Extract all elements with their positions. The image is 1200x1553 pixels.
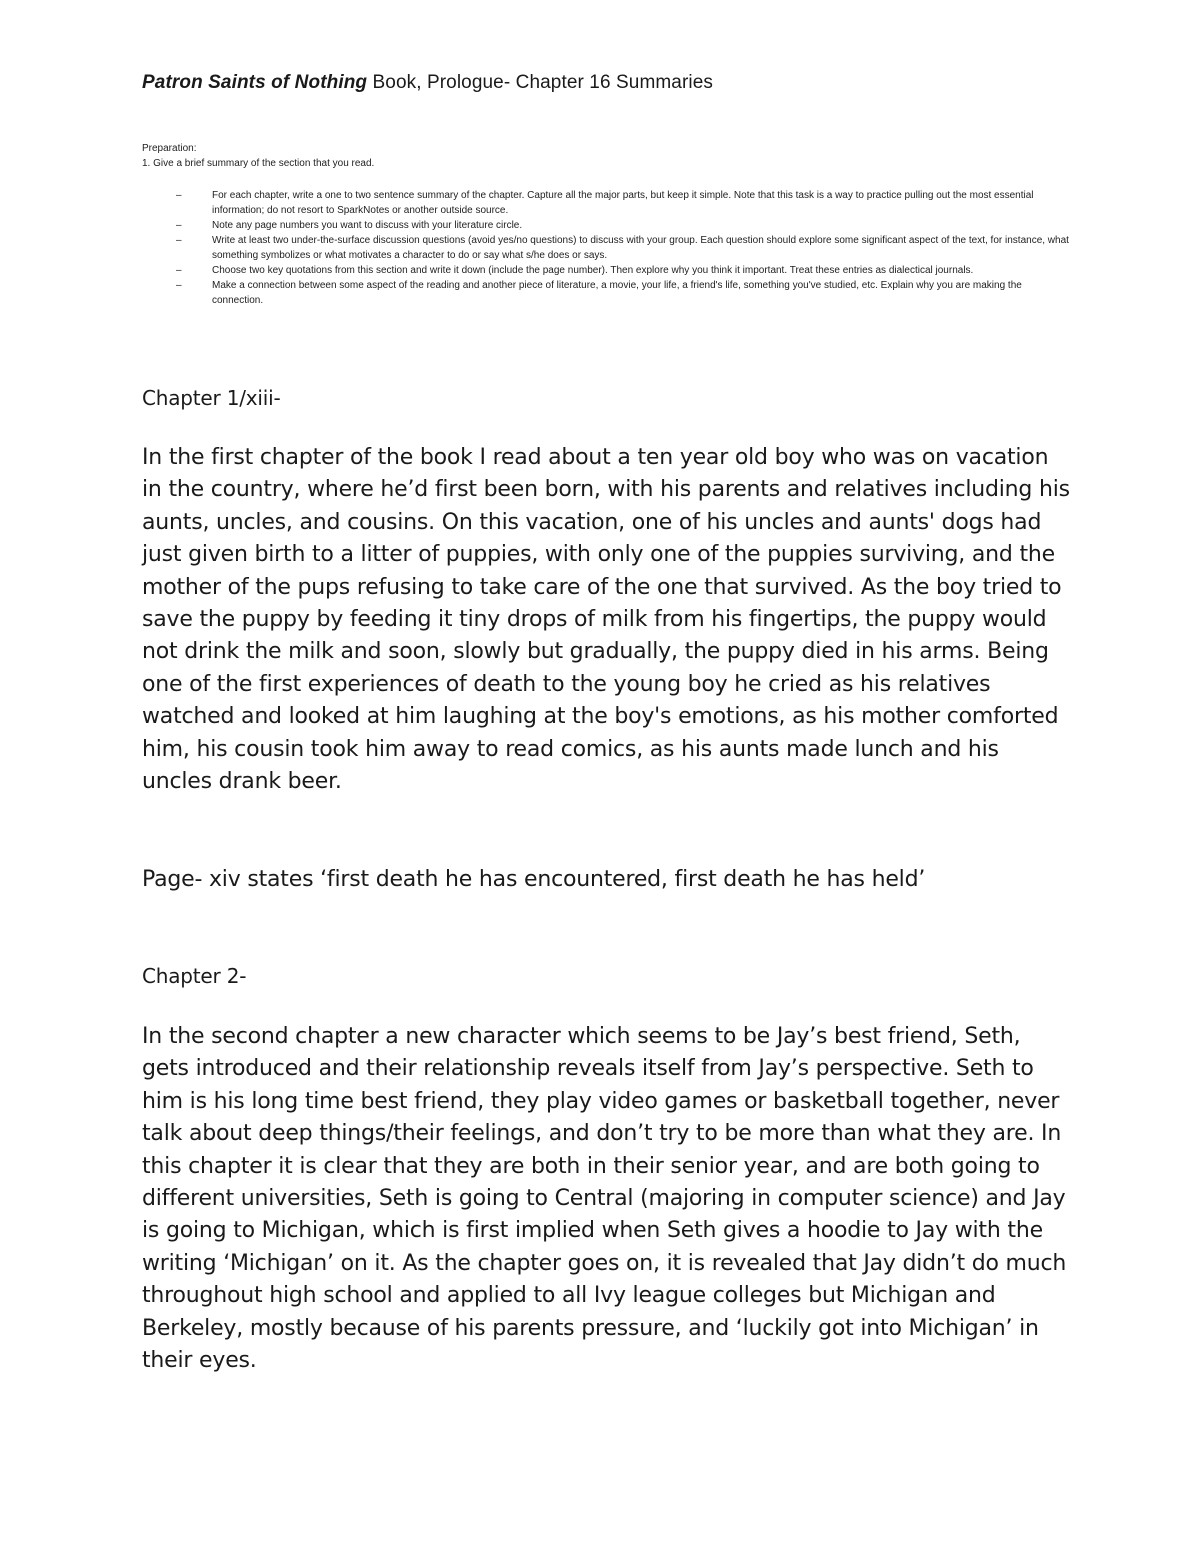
bullet-marker: – <box>176 190 182 201</box>
preparation-label: Preparation: <box>142 143 197 154</box>
document-title <box>142 72 713 94</box>
preparation-bullet <box>142 188 1072 218</box>
bullet-text: For each chapter, write a one to two sentence summary of the chapter. Capture all the major parts, but keep it simple. Note that this task is a way to practice pulling out the most essential information; do not resort to SparkNotes or another outside source. <box>212 190 1034 216</box>
preparation-bullet-list <box>142 188 1072 308</box>
bullet-text: Make a connection between some aspect of the reading and another piece of literature, a movie, your life, a friend's life, something you've studied, etc. Explain why you are making the connection. <box>212 280 1022 306</box>
title-suffix: Book, Prologue- Chapter 16 Summaries <box>367 72 713 93</box>
preparation-bullet <box>142 278 1072 308</box>
chapter-1-heading: Chapter 1/xiii- <box>142 386 281 410</box>
book-title: Patron Saints of Nothing <box>142 72 368 93</box>
bullet-marker: – <box>176 265 182 276</box>
chapter-2-summary: In the second chapter a new character which seems to be Jay’s best friend, Seth, gets introduced and their relationship reveals itself from Jay’s perspective. Seth to him is his long time best friend, they play video games or basketball together, never talk about deep things/their feelings, and don’t try to be more than what they are. In this chapter it is clear that they are both in their senior year, and are both going to different universities, Seth is going to Central (majoring in computer science) and Jay is going to Michigan, which is first implied when Seth gives a hoodie to Jay with the writing ‘Michigan’ on it. As the chapter goes on, it is revealed that Jay didn’t do much throughout high school and applied to all Ivy league colleges but Michigan and Berkeley, mostly because of his parents pressure, and ‘luckily got into Michigan’ in their eyes. <box>142 1024 1067 1374</box>
preparation-bullet <box>142 218 1072 233</box>
bullet-text: Choose two key quotations from this section and write it down (include the page number). Then explore why you think it important. Treat these entries as dialectical journals. <box>212 265 974 276</box>
preparation-instructions <box>142 141 1072 308</box>
bullet-marker: – <box>176 220 182 231</box>
preparation-bullet <box>142 263 1072 278</box>
chapter-1-quote: Page- xiv states ‘first death he has encountered, first death he has held’ <box>142 867 926 892</box>
preparation-item-1: 1. Give a brief summary of the section that you read. <box>142 158 375 169</box>
bullet-text: Write at least two under-the-surface discussion questions (avoid yes/no questions) to discuss with your group. Each question should explore some significant aspect of the text, for instance, what something symbolizes or what motivates a character to do or say what s/he does or says. <box>212 235 1069 261</box>
preparation-bullet <box>142 233 1072 263</box>
chapter-1-summary: In the first chapter of the book I read about a ten year old boy who was on vacation in the country, where he’d first been born, with his parents and relatives including his aunts, uncles, and cousins. On this vacation, one of his uncles and aunts' dogs had just given birth to a litter of puppies, with only one of the puppies surviving, and the mother of the pups refusing to take care of the one that survived. As the boy tried to save the puppy by feeding it tiny drops of milk from his fingertips, the puppy would not drink the milk and soon, slowly but gradually, the puppy died in his arms. Being one of the first experiences of death to the young boy he cried as his relatives watched and looked at him laughing at the boy's emotions, as his mother comforted him, his cousin took him away to read comics, as his aunts made lunch and his uncles drank beer. <box>142 445 1070 795</box>
bullet-text: Note any page numbers you want to discuss with your literature circle. <box>212 220 523 231</box>
bullet-marker: – <box>176 235 182 246</box>
bullet-marker: – <box>176 280 182 291</box>
chapter-2-heading: Chapter 2- <box>142 964 247 988</box>
